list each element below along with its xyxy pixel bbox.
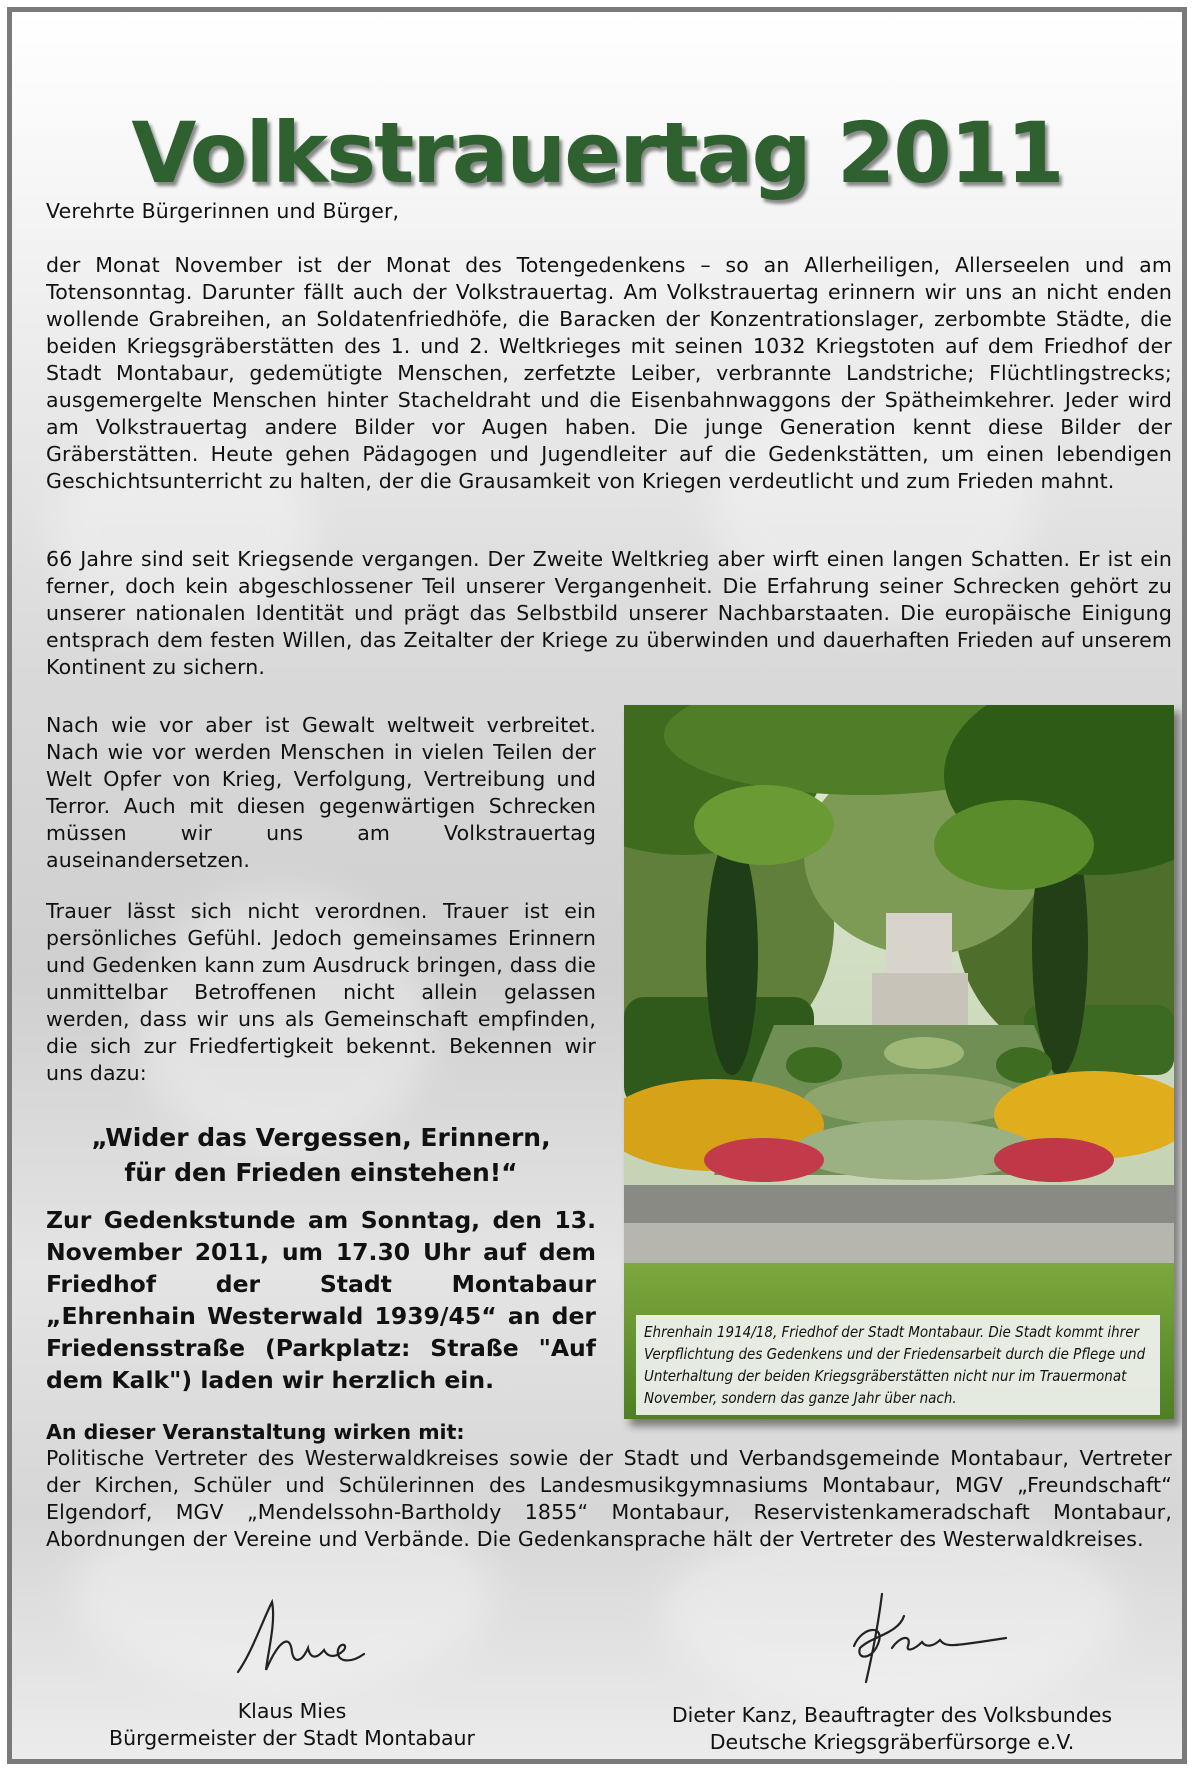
page-frame [7,7,1187,1764]
quote-line-2: für den Frieden einstehen!“ [124,1158,518,1187]
quote-line-1: „Wider das Vergessen, Erinnern, [91,1123,551,1152]
paragraph-kriegsende: 66 Jahre sind seit Kriegsende vergangen. Der Zweite Weltkrieg aber wirft einen langen Schatten. Er ist ein ferner, doch kein abgeschlossener Teil unserer Vergangenheit. Die Erfahrung seiner Schrecken gehört zu unserer nationalen Identität und prägt das Selbstbild unserer Nachbarstaaten. Die europäische Einigung entsprach dem festen Willen, das Zeitalter der Kriege zu überwinden und dauerhaften Frieden auf unserem Kontinent zu sichern. [46,547,1172,679]
signatory-left-name: Klaus Mies [237,1699,347,1723]
photo-caption: Ehrenhain 1914/18, Friedhof der Stadt Montabaur. Die Stadt kommt ihrer Verpflichtung des Gedenkens und der Friedensarbeit durch die Pflege und Unterhaltung der beiden Kriegsgräberstätten nicht nur im Trauermonat November, sondern das ganze Jahr über nach. [636,1315,1160,1415]
signatory-right-role: Deutsche Kriegsgräberfürsorge e.V. [709,1730,1075,1754]
page-title: Volkstrauertag 2011 [131,104,1063,203]
signatory-left-role: Bürgermeister der Stadt Montabaur [109,1726,475,1750]
quote [46,1120,596,1190]
signatory-right [652,1702,1132,1756]
paragraph-trauer: Trauer lässt sich nicht verordnen. Trauer ist ein persönliches Gefühl. Jedoch gemeinsames Erinnern und Gedenken kann zum Ausdruck bringen, dass die unmittelbar Betroffenen nicht allein gelassen werden, dass wir uns als Gemeinschaft empfinden, die sich zur Friedfertigkeit bekennt. Bekennen wir uns dazu: [46,899,596,1085]
signature-mies [232,1592,372,1682]
memorial-photo [624,705,1174,1419]
memorial-garden-image [624,705,1174,1419]
paragraph-totengedenken: der Monat November ist der Monat des Totengedenkens – so an Allerheiligen, Allerseelen und am Totensonntag. Darunter fällt auch der Volkstrauertag. Am Volkstrauertag erinnern wir uns an nicht enden wollende Grabreihen, an Soldatenfriedhöfe, die Baracken der Konzentrationslager, zerbombte Städte, die beiden Kriegsgräberstätten des 1. und 2. Weltkrieges mit seinen 1032 Kriegstoten auf dem Friedhof der Stadt Montabaur, gedemütigte Menschen, zerfetzte Leiber, verbrannte Landstriche; Flüchtlingstrecks; ausgemergelte Menschen hinter Stacheldraht und die Eisenbahnwaggons der Spätheimkehrer. Jeder wird am Volkstrauertag andere Bilder vor Augen haben. Die junge Generation kennt diese Bilder der Gräberstätten. Heute gehen Pädagogen und Jugendleiter auf die Gedenkstätten, um einen lebendigen Geschichtsunterricht zu halten, der die Grausamkeit von Kriegen verdeutlicht und zum Frieden mahnt. [46,253,1172,493]
paragraph-gewalt: Nach wie vor aber ist Gewalt weltweit verbreitet. Nach wie vor werden Menschen in vielen Teilen der Welt Opfer von Krieg, Verfolgung, Vertreibung und Terror. Auch mit diesen gegenwärtigen Schrecken müssen wir uns am Volkstrauertag auseinandersetzen. [46,713,596,872]
signatory-left [72,1698,512,1752]
invitation: Zur Gedenkstunde am Sonntag, den 13. November 2011, um 17.30 Uhr auf dem Friedhof der Stadt Montabaur „Ehrenhain Westerwald 1939/45“ an der Friedensstraße (Parkplatz: Straße "Auf dem Kalk") laden wir herzlich ein. [46,1206,596,1394]
signatory-right-name: Dieter Kanz, Beauftragter des Volksbundes [671,1703,1113,1727]
participants-text: Politische Vertreter des Westerwaldkreises sowie der Stadt und Verbandsgemeinde Montabaur, Vertreter der Kirchen, Schüler und Schülerinnen des Landesmusikgymnasiums Montabaur, MGV „Freundschaft“ Elgendorf, MGV „Mendelssohn-Bartholdy 1855“ Montabaur, Reservistenkameradschaft Montabaur, Abordnungen der Vereine und Verbände. Die Gedenkansprache hält der Vertreter des Westerwaldkreises. [46,1446,1172,1551]
signature-kanz [842,1586,1012,1686]
salutation: Verehrte Bürgerinnen und Bürger, [46,199,400,223]
participants-heading: An dieser Veranstaltung wirken mit: [46,1420,465,1444]
